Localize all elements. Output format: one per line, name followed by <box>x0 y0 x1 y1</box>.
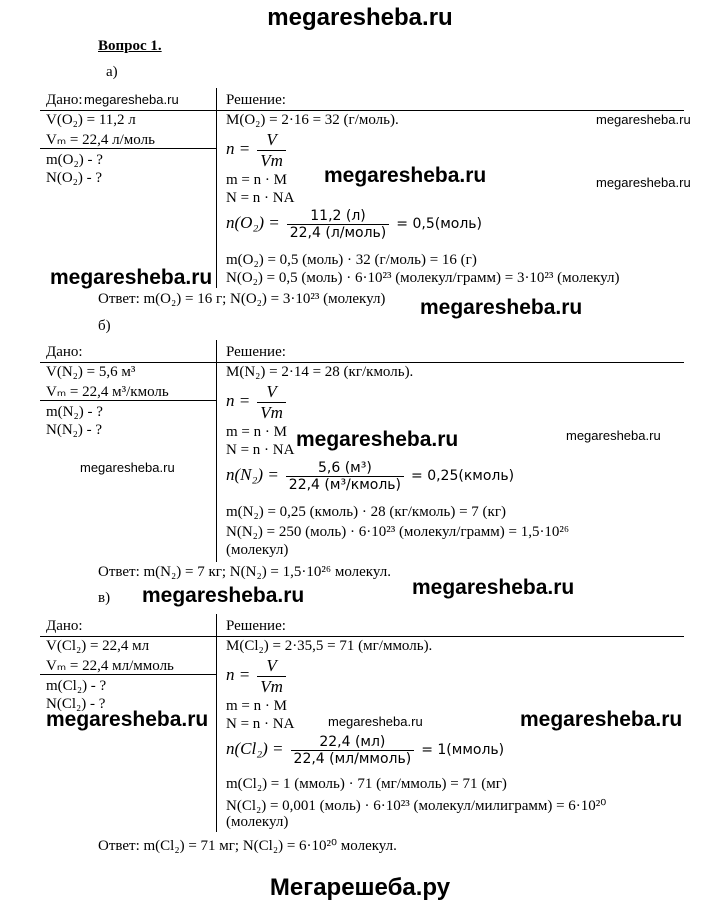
mass-formula-b: m = n · M <box>226 424 287 440</box>
watermark: megaresheba.ru <box>84 92 179 107</box>
n-formula-lhs-c: n = <box>226 665 251 685</box>
given-molar-volume-c: Vₘ = 22,4 мл/ммоль <box>46 658 174 674</box>
n-formula-lhs-a: n = <box>226 139 251 159</box>
calc-rhs-b: = 0,25(кмоль) <box>411 468 515 485</box>
count-formula-c: N = n · NA <box>226 716 295 732</box>
given-molar-volume-b: Vₘ = 22,4 м³/кмоль <box>46 384 169 400</box>
site-header: megaresheba.ru <box>267 4 453 31</box>
count-calc-a: N(O₂) = 0,5 (моль) · 6·10²³ (молекул/грамм) = 3·10²³ (молекул) <box>226 270 620 286</box>
watermark: megaresheba.ru <box>296 428 459 451</box>
watermark: megaresheba.ru <box>50 266 213 289</box>
given-separator-c <box>40 674 216 675</box>
find-count-b: N(N₂) - ? <box>46 422 103 438</box>
n-formula-den-a: Vm <box>257 150 286 171</box>
count-calc-b-cont: (молекул) <box>226 542 289 558</box>
given-volume-b: V(N₂) = 5,6 м³ <box>46 364 136 380</box>
count-calc-b: N(N₂) = 250 (моль) · 6·10²³ (молекул/грамм) = 1,5·10²⁶ <box>226 524 570 540</box>
given-molar-volume-a: Vₘ = 22,4 л/моль <box>46 132 155 148</box>
solution-label-a: Решение: <box>226 92 286 108</box>
part-b-label: б) <box>98 318 111 334</box>
mass-calc-c: m(Cl₂) = 1 (ммоль) · 71 (мг/ммоль) = 71 (мг) <box>226 776 507 792</box>
calc-rhs-c: = 1(ммоль) <box>421 742 505 759</box>
count-calc-c: N(Cl₂) = 0,001 (моль) · 6·10²³ (молекул/милиграмм) = 6·10²⁰ <box>226 798 607 814</box>
site-footer: Мегарешеба.ру <box>269 874 451 901</box>
table-divider-c <box>216 614 217 832</box>
given-separator-b <box>40 400 216 401</box>
find-count-a: N(O₂) - ? <box>46 170 103 186</box>
calc-rhs-a: = 0,5(моль) <box>396 216 482 233</box>
n-formula-num-a: V <box>266 130 277 149</box>
question-title: Вопрос 1. <box>98 38 162 54</box>
find-mass-a: m(O₂) - ? <box>46 152 103 168</box>
watermark: megaresheba.ru <box>520 708 683 731</box>
find-mass-c: m(Cl₂) - ? <box>46 678 107 694</box>
table-top-line-a <box>40 110 684 111</box>
watermark: megaresheba.ru <box>46 708 209 731</box>
count-formula-b: N = n · NA <box>226 442 295 458</box>
calc-num-b: 5,6 (м³) <box>318 460 372 476</box>
n-formula-den-b: Vm <box>257 402 286 423</box>
n-formula-num-c: V <box>266 656 277 675</box>
count-calc-c-cont: (молекул) <box>226 814 289 830</box>
mass-formula-c: m = n · M <box>226 698 287 714</box>
given-label-c: Дано: <box>46 618 83 634</box>
calc-den-b: 22,4 (м³/кмоль) <box>286 476 404 493</box>
calc-lhs-b: n(N₂) = <box>226 465 279 485</box>
given-label-a: Дано: <box>46 92 83 108</box>
mass-calc-a: m(O₂) = 0,5 (моль) · 32 (г/моль) = 16 (г) <box>226 252 477 268</box>
answer-a: Ответ: m(O₂) = 16 г; N(O₂) = 3·10²³ (молекул) <box>98 291 386 307</box>
count-formula-a: N = n · NA <box>226 190 295 206</box>
mass-calc-b: m(N₂) = 0,25 (кмоль) · 28 (кг/кмоль) = 7 (кг) <box>226 504 506 520</box>
part-a-label: а) <box>106 64 118 80</box>
answer-c: Ответ: m(Cl₂) = 71 мг; N(Cl₂) = 6·10²⁰ молекул. <box>98 838 397 854</box>
watermark: megaresheba.ru <box>80 460 175 475</box>
molar-mass-a: M(O₂) = 2·16 = 32 (г/моль). <box>226 112 399 128</box>
watermark: megaresheba.ru <box>596 112 691 127</box>
solution-label-c: Решение: <box>226 618 286 634</box>
n-formula-num-b: V <box>266 382 277 401</box>
n-formula-den-c: Vm <box>257 676 286 697</box>
calc-den-c: 22,4 (мл/ммоль) <box>291 750 415 767</box>
table-divider-b <box>216 340 217 562</box>
watermark: megaresheba.ru <box>420 296 583 319</box>
answer-b: Ответ: m(N₂) = 7 кг; N(N₂) = 1,5·10²⁶ молекул. <box>98 564 391 580</box>
n-formula-lhs-b: n = <box>226 391 251 411</box>
find-count-c: N(Cl₂) - ? <box>46 696 106 712</box>
table-top-line-c <box>40 636 684 637</box>
given-label-b: Дано: <box>46 344 83 360</box>
solution-label-b: Решение: <box>226 344 286 360</box>
given-volume-a: V(O₂) = 11,2 л <box>46 112 136 128</box>
watermark: megaresheba.ru <box>596 175 691 190</box>
calc-lhs-c: n(Cl₂) = <box>226 739 284 759</box>
calc-num-c: 22,4 (мл) <box>319 734 386 750</box>
molar-mass-b: M(N₂) = 2·14 = 28 (кг/кмоль). <box>226 364 414 380</box>
watermark: megaresheba.ru <box>328 714 423 729</box>
given-separator-a <box>40 148 216 149</box>
table-top-line-b <box>40 362 684 363</box>
molar-mass-c: M(Cl₂) = 2·35,5 = 71 (мг/ммоль). <box>226 638 433 654</box>
watermark: megaresheba.ru <box>324 164 487 187</box>
calc-lhs-a: n(O₂) = <box>226 213 280 233</box>
watermark: megaresheba.ru <box>142 584 305 607</box>
find-mass-b: m(N₂) - ? <box>46 404 103 420</box>
part-c-label: в) <box>98 590 111 606</box>
watermark: megaresheba.ru <box>412 576 575 599</box>
calc-num-a: 11,2 (л) <box>310 208 366 224</box>
mass-formula-a: m = n · M <box>226 172 287 188</box>
given-volume-c: V(Cl₂) = 22,4 мл <box>46 638 150 654</box>
calc-den-a: 22,4 (л/моль) <box>287 224 390 241</box>
table-divider-a <box>216 88 217 288</box>
watermark: megaresheba.ru <box>566 428 661 443</box>
